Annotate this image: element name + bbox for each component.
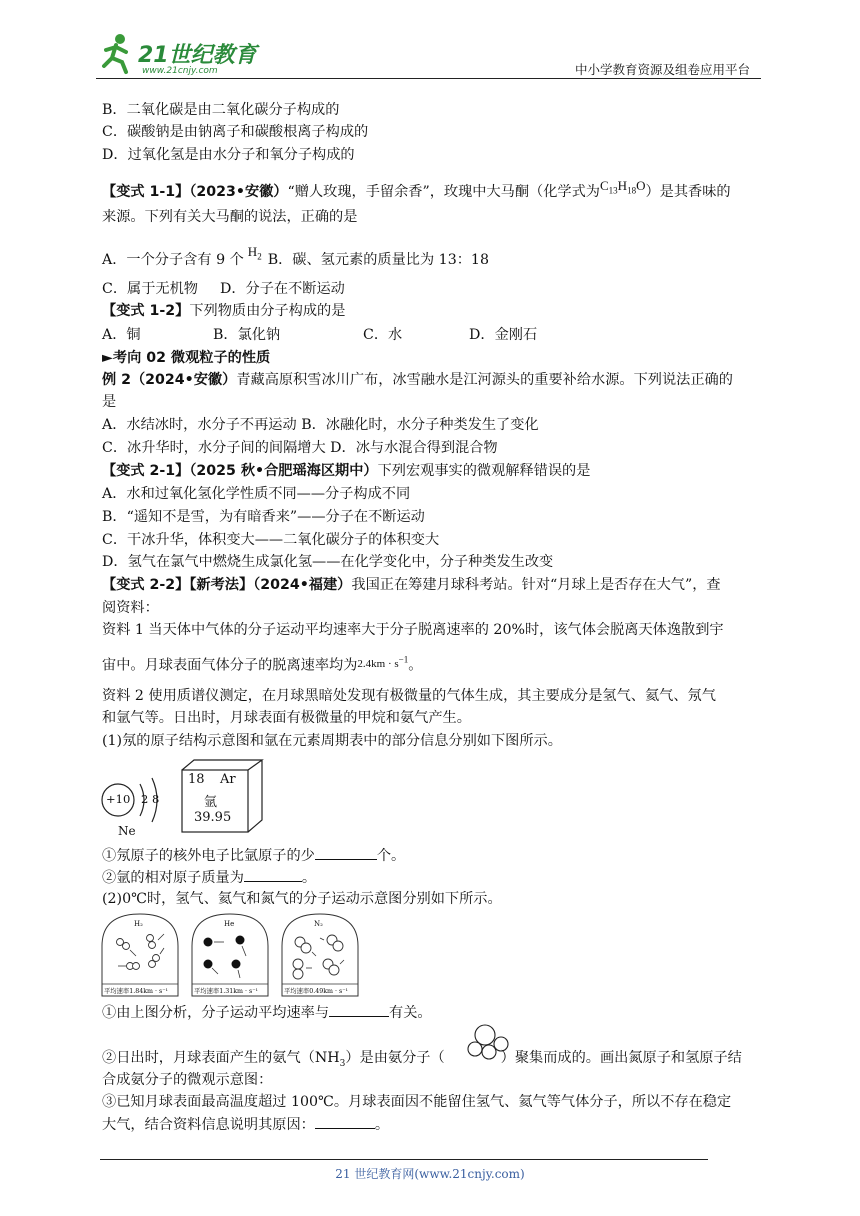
variant-2-1-b: B．“遥知不是雪，为有暗香来”——分子在不断运动 <box>102 509 425 525</box>
section-heading: ►考向 02 微观粒子的性质 <box>102 350 271 366</box>
runner-icon <box>98 32 138 76</box>
variant-1-1-line1 <box>102 178 731 207</box>
atomic-number: 18 <box>188 772 205 787</box>
element-symbol: Ar <box>220 772 236 787</box>
gas-panel-n2 <box>280 912 360 998</box>
answer-blank[interactable] <box>244 867 302 882</box>
element-name: 氩 <box>204 795 218 810</box>
variant-2-1-c: C．干冰升华，体积变大——二氧化碳分子的体积变大 <box>102 532 440 548</box>
variant-1-2-options: A．铜 B．氯化钠 C．水 D．金刚石 <box>102 327 538 343</box>
footer-link[interactable]: 21 世纪教育网(www.21cnjy.com) <box>335 1167 525 1181</box>
question-2: (2)0℃时，氢气、氦气和氮气的分子运动示意图分别如下所示。 <box>102 891 502 907</box>
answer-blank[interactable] <box>315 1114 375 1129</box>
variant-1-1-options-cd: C．属于无机物 D．分子在不断运动 <box>102 281 345 297</box>
footer-rule <box>100 1159 708 1160</box>
question-2-3-line1: ③已知月球表面最高温度超过 100℃。月球表面因不能留住氢气、氦气等气体分子，所以不存在稳定 <box>102 1094 732 1110</box>
resource-1-line1: 资料 1 当天体中气体的分子运动平均速率大于分子脱离速率的 20%时，该气体会脱离天体逸散到宇 <box>102 622 724 638</box>
variant-2-1-d: D．氢气在氯气中燃烧生成氯化氢——在化学变化中，分子种类发生改变 <box>102 554 554 570</box>
variant-1-1-options-ab: A．一个分子含有 9 个$H_2$ B．碳、氢元素的质量比为 13：18 <box>102 244 489 268</box>
formula-h2: $H_2$ <box>247 244 262 262</box>
variant-tag: 【变式 1-1】 <box>102 184 190 200</box>
question-text: ）是其香味的 <box>645 184 731 200</box>
logo-url: www.21cnjy.com <box>142 66 218 76</box>
question-text: “赠人玫瑰，手留余香”，玫瑰中大马酮（化学式为 <box>287 184 600 200</box>
shell-2: 8 <box>152 792 160 806</box>
header-rule <box>96 78 761 79</box>
neon-structure-diagram <box>100 770 180 840</box>
logo-text: 21世纪教育 <box>138 43 257 68</box>
example-2-options-cd: C．冰升华时，水分子间的间隔增大 D．冰与水混合得到混合物 <box>102 440 498 456</box>
answer-blank[interactable] <box>329 1002 389 1017</box>
variant-2-2-line1: 【变式 2-2】【新考法】（2024•福建）我国正在筹建月球科考站。针对“月球上是否存在大气”，查 <box>102 577 721 593</box>
variant-2-1-a: A．水和过氧化氢化学性质不同——分子构成不同 <box>102 486 411 502</box>
option-c: C．碳酸钠是由钠离子和碳酸根离子构成的 <box>102 124 369 140</box>
variant-1-2: 【变式 1-2】下列物质由分子构成的是 <box>102 303 346 319</box>
header-logo <box>98 32 258 80</box>
nucleus-charge: +10 <box>106 792 131 806</box>
question-2-3-line2: 大气，结合资料信息说明其原因： 。 <box>102 1114 389 1135</box>
question-1-2: ②氩的相对原子质量为 。 <box>102 867 316 888</box>
speed-value: 2.4km · s−1 <box>357 654 409 670</box>
variant-source: （2023•安徽） <box>189 184 288 200</box>
header-platform: 中小学教育资源及组卷应用平台 <box>575 62 751 77</box>
question-1: (1)氖的原子结构示意图和氩在元素周期表中的部分信息分别如下图所示。 <box>102 733 562 749</box>
gas-panel-he <box>190 912 270 998</box>
atomic-mass: 39.95 <box>194 810 232 825</box>
gas-panel-h2 <box>100 912 180 998</box>
question-2-2-line2: 合成氨分子的微观示意图： <box>102 1072 273 1088</box>
gas-label: N₂ <box>314 920 323 928</box>
argon-element-card <box>180 758 266 834</box>
answer-blank[interactable] <box>315 845 377 860</box>
question-2-2-line1: ②日出时，月球表面产生的氨气$(NH_3)$是由氨分子（ ）聚集而成的。画出氮原子和氢原子结 <box>102 1050 742 1069</box>
gas-speed: 平均速率1.31km · s⁻¹ <box>194 988 259 995</box>
variant-2-1: 【变式 2-1】（2025 秋•合肥瑶海区期中）下列宏观事实的微观解释错误的是 <box>102 463 591 479</box>
gas-speed: 平均速率1.84km · s⁻¹ <box>104 988 169 995</box>
example-2-line2: 是 <box>102 394 117 410</box>
example-2-line1: 例 2（2024•安徽）青藏高原积雪冰川广布，冰雪融水是江河源头的重要补给水源。下列说法正确的 <box>102 372 733 388</box>
question-1-1: ①氖原子的核外电子比氩原子的少 个。 <box>102 845 405 866</box>
resource-2-line1: 资料 2 使用质谱仪测定，在月球黑暗处发现有极微量的气体生成，其主要成分是氢气、氦气、氖气 <box>102 688 716 704</box>
gas-speed: 平均速率0.49km · s⁻¹ <box>284 988 349 995</box>
variant-2-2-line2: 阅资料： <box>102 600 159 616</box>
formula: $C_{13}H_{18}O$ <box>600 178 646 196</box>
gas-label: H₂ <box>134 920 143 928</box>
example-2-options-ab: A．水结冰时，水分子不再运动 B．冰融化时，水分子种类发生了变化 <box>102 417 539 433</box>
gas-label: He <box>224 920 235 928</box>
variant-1-1-line2: 来源。下列有关大马酮的说法，正确的是 <box>102 209 358 225</box>
shell-1: 2 <box>141 792 149 806</box>
element-label: Ne <box>118 824 136 838</box>
option-b: B．二氧化碳是由二氧化碳分子构成的 <box>102 102 340 118</box>
option-d: D．过氧化氢是由水分子和氧分子构成的 <box>102 147 355 163</box>
resource-1-line2: 宙中。月球表面气体分子的脱离速率均为$^{2.4km \cdot s^{-1}}$。 <box>102 654 423 674</box>
resource-2-line2: 和氩气等。日出时，月球表面有极微量的甲烷和氨气产生。 <box>102 710 471 726</box>
question-2-1: ①由上图分析，分子运动平均速率与 有关。 <box>102 1002 432 1023</box>
